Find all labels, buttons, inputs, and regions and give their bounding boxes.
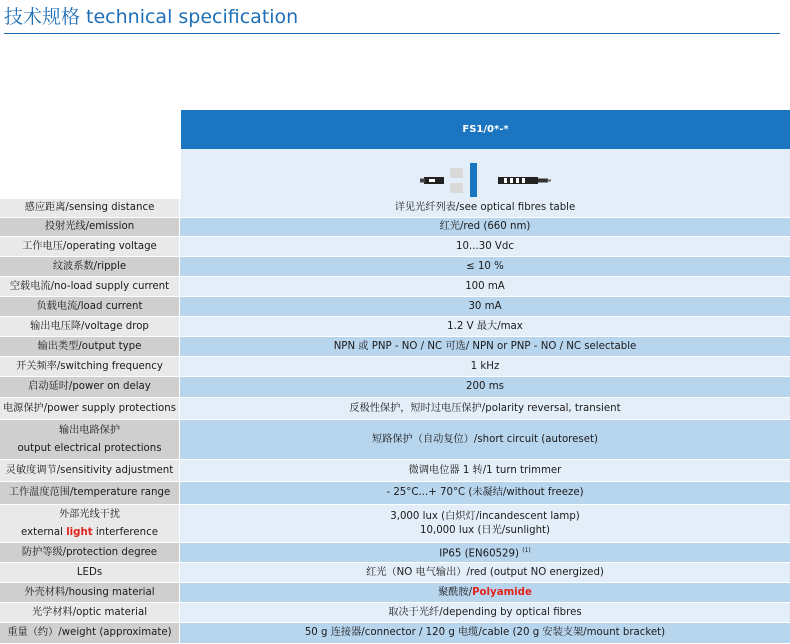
- page-title: 技术规格 technical specification: [4, 6, 299, 28]
- table-row: [0, 257, 790, 277]
- spec-table: [0, 199, 790, 644]
- row-label: [0, 420, 180, 459]
- table-row: [0, 543, 790, 563]
- row-value: 100 mA: [180, 277, 790, 296]
- row-label: 投射光线/emission: [0, 218, 180, 236]
- value-text: 聚酰胺/: [438, 586, 473, 598]
- row-value: 短路保护（自动复位）/short circuit (autoreset): [180, 420, 790, 459]
- model-name: FS1/0*-*: [462, 124, 509, 135]
- row-value: 详见光纤列表/see optical fibres table: [180, 199, 790, 217]
- row-label: 外壳材料/housing material: [0, 583, 180, 602]
- label-highlight: light: [66, 526, 93, 538]
- row-value-line-1: 3,000 lux (白炽灯/incandescent lamp): [390, 510, 580, 522]
- title-divider: [4, 33, 780, 34]
- table-row: [0, 603, 790, 623]
- table-row: [0, 237, 790, 257]
- table-row: [0, 623, 790, 644]
- row-value: 50 g 连接器/connector / 120 g 电缆/cable (20 g 安装支架/mount bracket): [180, 623, 790, 643]
- row-label: 光学材料/optic material: [0, 603, 180, 622]
- label-text: external: [21, 526, 67, 538]
- row-value: [180, 505, 790, 542]
- table-row: [0, 277, 790, 297]
- row-value: 红光/red (660 nm): [180, 218, 790, 236]
- table-row: [0, 583, 790, 603]
- row-label: 电源保护/power supply protections: [0, 398, 180, 419]
- row-value: ≤ 10 %: [180, 257, 790, 276]
- row-label: 启动延时/power on delay: [0, 377, 180, 397]
- row-label: 重量（约）/weight (approximate): [0, 623, 180, 643]
- value-text: IP65 (EN60529): [439, 548, 519, 560]
- row-label: 纹波系数/ripple: [0, 257, 180, 276]
- row-value: NPN 或 PNP - NO / NC 可选/ NPN or PNP - NO / NC selectable: [180, 337, 790, 356]
- row-value: 红光（NO 电气输出）/red (output NO energized): [180, 563, 790, 582]
- row-value: 反极性保护，短时过电压保护/polarity reversal, transient: [180, 398, 790, 419]
- model-header: [181, 110, 790, 149]
- row-label: LEDs: [0, 563, 180, 582]
- table-row: [0, 420, 790, 460]
- row-value: 取决于光纤/depending by optical fibres: [180, 603, 790, 622]
- row-label: 防护等级/protection degree: [0, 543, 180, 562]
- row-label: 空载电流/no-load supply current: [0, 277, 180, 296]
- table-row: [0, 317, 790, 337]
- row-value: [180, 583, 790, 602]
- row-label: 负载电流/load current: [0, 297, 180, 316]
- value-highlight: Polyamide: [472, 586, 532, 598]
- row-label: [0, 505, 180, 542]
- row-label: 灵敏度调节/sensitivity adjustment: [0, 460, 180, 481]
- table-row: [0, 199, 790, 218]
- row-value-line-2: 10,000 lux (日光/sunlight): [420, 524, 550, 536]
- row-value: 1.2 V 最大/max: [180, 317, 790, 336]
- row-label: 工作温度范围/temperature range: [0, 482, 180, 504]
- table-row: [0, 563, 790, 583]
- row-label: 工作电压/operating voltage: [0, 237, 180, 256]
- row-label: 感应距离/sensing distance: [0, 199, 180, 217]
- table-row: [0, 482, 790, 505]
- table-row: [0, 377, 790, 398]
- row-label-line-1: 输出电路保护: [58, 424, 121, 436]
- row-value: 30 mA: [180, 297, 790, 316]
- row-label-line-2: [21, 524, 158, 542]
- row-value: 1 kHz: [180, 357, 790, 376]
- table-row: [0, 505, 790, 543]
- row-label: 输出类型/output type: [0, 337, 180, 356]
- row-value: - 25°C...+ 70°C (未凝结/without freeze): [180, 482, 790, 504]
- row-value: 200 ms: [180, 377, 790, 397]
- row-label-line-2: output electrical protections: [17, 442, 162, 454]
- row-value: 10...30 Vdc: [180, 237, 790, 256]
- footnote-mark: (1): [522, 546, 531, 554]
- row-label: 输出电压降/voltage drop: [0, 317, 180, 336]
- row-value: [180, 543, 790, 562]
- table-row: [0, 398, 790, 420]
- row-value: 微调电位器 1 转/1 turn trimmer: [180, 460, 790, 481]
- table-row: [0, 460, 790, 482]
- label-text: interference: [92, 526, 158, 538]
- table-row: [0, 218, 790, 237]
- table-row: [0, 357, 790, 377]
- row-label: 开关频率/switching frequency: [0, 357, 180, 376]
- table-row: [0, 297, 790, 317]
- table-row: [0, 337, 790, 357]
- row-label-line-1: 外部光线干扰: [58, 508, 121, 520]
- fibre-sensor-icon: [420, 163, 555, 197]
